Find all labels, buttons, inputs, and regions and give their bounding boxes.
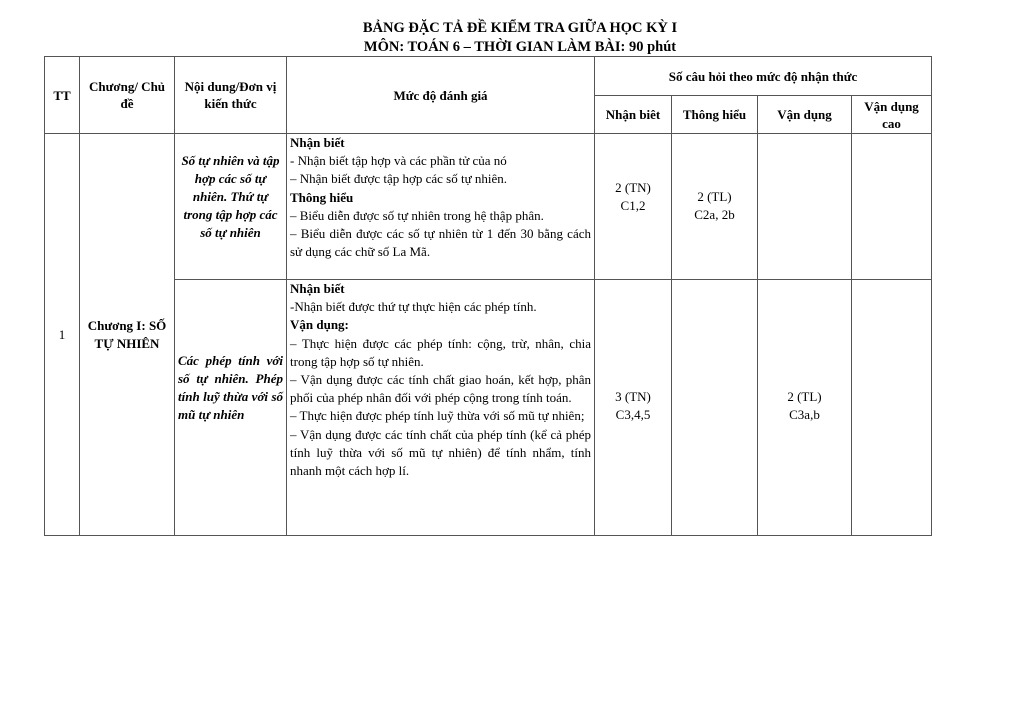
cell-van-dung-cao-2 — [852, 280, 932, 536]
cell-description-1 — [287, 134, 595, 280]
question-ids: C2a, 2b — [694, 207, 735, 222]
cell-thong-hieu-2 — [672, 280, 758, 536]
count-value: 2 (TL) — [787, 389, 822, 404]
cell-van-dung-1 — [758, 134, 852, 280]
criterion-line: – Thực hiện được phép tính luỹ thừa với số mũ tự nhiên; — [290, 408, 585, 424]
count-value: 2 (TN) — [615, 180, 651, 195]
header-nhan-biet: Nhận biêt — [595, 96, 672, 134]
cell-thong-hieu-1 — [672, 134, 758, 280]
document-title: BẢNG ĐẶC TẢ ĐỀ KIỂM TRA GIỮA HỌC KỲ I — [362, 20, 678, 36]
count-value: 2 (TL) — [697, 189, 732, 204]
question-ids: C3,4,5 — [615, 407, 651, 422]
document-subtitle: MÔN: TOÁN 6 – THỜI GIAN LÀM BÀI: 90 phút — [363, 39, 677, 55]
criterion-line: – Thực hiện được các phép tính: cộng, trừ, nhân, chia trong tập hợp số tự nhiên. — [290, 335, 591, 369]
criterion-line: – Biểu diễn được số tự nhiên trong hệ thập phân. — [290, 207, 544, 223]
table-row — [45, 134, 932, 280]
spec-table — [44, 56, 932, 536]
level-heading: Nhận biết — [290, 281, 345, 296]
header-level: Mức độ đánh giá — [287, 57, 595, 134]
cell-description-2 — [287, 280, 595, 536]
header-content: Nội dung/Đơn vị kiến thức — [175, 57, 287, 134]
criterion-line: – Nhận biết được tập hợp các số tự nhiên. — [290, 171, 508, 187]
table-row — [45, 280, 932, 536]
criterion-line: – Vận dụng được các tính chất của phép tính (kể cả phép tính luỹ thừa với số mũ tự nhiên) để tính nhẩm, tính nhanh một cách hợp lí. — [290, 426, 591, 479]
cell-tt: 1 — [45, 134, 80, 536]
header-thong-hieu: Thông hiểu — [672, 96, 758, 134]
count-value: 3 (TN) — [615, 389, 651, 404]
cell-van-dung-2 — [758, 280, 852, 536]
header-van-dung: Vận dụng — [758, 96, 852, 134]
level-heading: Vận dụng: — [290, 317, 349, 333]
criterion-line: – Vận dụng được các tính chất giao hoán, kết hợp, phân phối của phép nhân đối với phép cộng trong tính toán. — [290, 372, 591, 406]
question-ids: C1,2 — [620, 198, 646, 213]
description-list-1 — [290, 134, 591, 261]
header-row — [45, 57, 932, 96]
cell-unit-1: Số tự nhiên và tập hợp các số tự nhiên. Thứ tự trong tập hợp các số tự nhiên — [175, 134, 287, 280]
cell-van-dung-cao-1 — [852, 134, 932, 280]
header-van-dung-cao: Vận dụng cao — [852, 96, 932, 134]
cell-unit-2: Các phép tính với số tự nhiên. Phép tính luỹ thừa với số mũ tự nhiên — [175, 280, 287, 536]
cell-chapter: Chương I: SỐ TỰ NHIÊN — [80, 134, 175, 536]
header-tt: TT — [45, 57, 80, 134]
criterion-line: -Nhận biết được thứ tự thực hiện các phép tính. — [290, 299, 537, 315]
criterion-line: – Biểu diễn được các số tự nhiên từ 1 đến 30 bằng cách sử dụng các chữ số La Mã. — [290, 226, 591, 260]
header-question-count: Số câu hỏi theo mức độ nhận thức — [595, 57, 932, 96]
cell-nhan-biet-2 — [595, 280, 672, 536]
level-heading: Nhận biết — [290, 135, 345, 150]
description-list-2 — [290, 280, 591, 480]
cell-nhan-biet-1 — [595, 134, 672, 280]
question-ids: C3a,b — [789, 407, 820, 422]
header-chapter: Chương/ Chủ đề — [80, 57, 175, 134]
level-heading: Thông hiểu — [290, 189, 354, 205]
criterion-line: - Nhận biết tập hợp và các phần tử của nó — [290, 153, 507, 169]
